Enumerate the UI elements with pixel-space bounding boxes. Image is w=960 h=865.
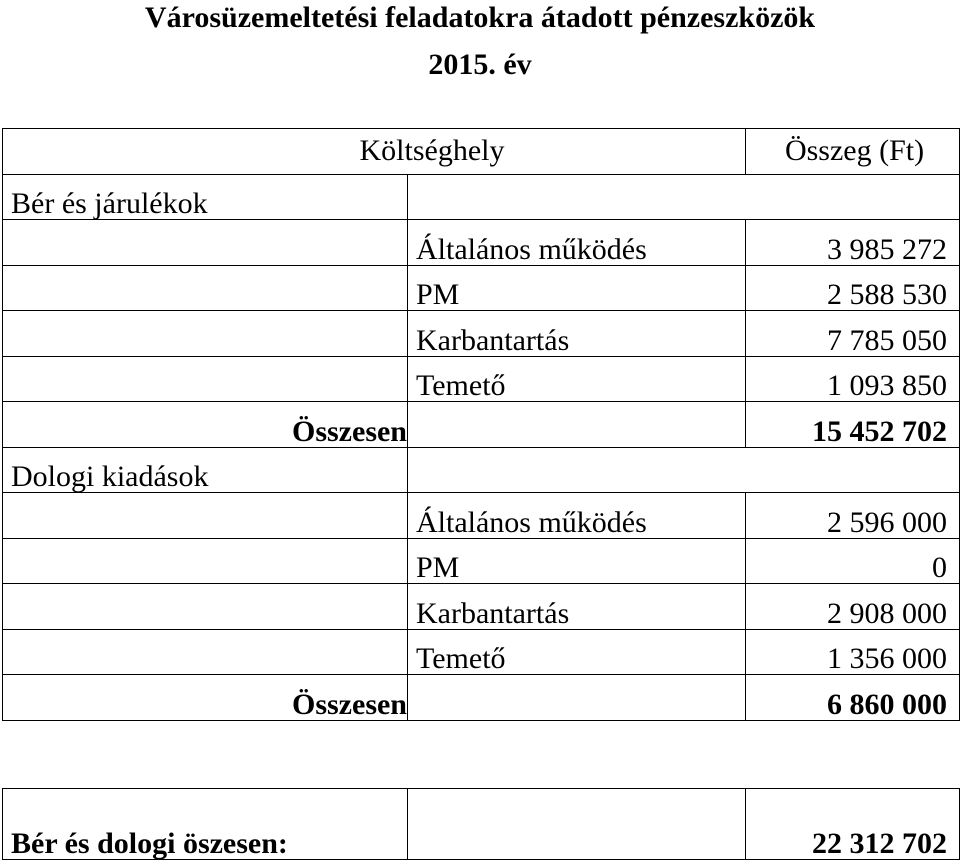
- subtotal-amount: 6 860 000: [746, 675, 960, 721]
- table-row: [3, 220, 960, 266]
- empty-cell: [3, 493, 408, 539]
- table-row: [3, 356, 960, 402]
- cost-center-name: Karbantartás: [408, 311, 746, 357]
- empty-cell: [3, 584, 408, 630]
- empty-cell: [408, 675, 746, 721]
- empty-cell: [408, 789, 746, 860]
- grand-total-amount: 22 312 702: [746, 789, 960, 860]
- table-row: [3, 538, 960, 584]
- cost-center-name: Általános működés: [408, 220, 746, 266]
- cost-center-name: Karbantartás: [408, 584, 746, 630]
- table-row: [3, 629, 960, 675]
- table-header-row: [3, 129, 960, 175]
- subtotal-amount: 15 452 702: [746, 402, 960, 448]
- cost-center-name: Általános működés: [408, 493, 746, 539]
- amount-cell: 2 908 000: [746, 584, 960, 630]
- empty-cell: [408, 447, 960, 493]
- cost-center-name: PM: [408, 538, 746, 584]
- amount-cell: 7 785 050: [746, 311, 960, 357]
- cost-center-name: PM: [408, 265, 746, 311]
- header-cost-center: Költséghely: [3, 129, 746, 175]
- table-row: [3, 493, 960, 539]
- subtotal-row: [3, 402, 960, 448]
- amount-cell: 2 596 000: [746, 493, 960, 539]
- category-label: Bér és járulékok: [3, 174, 408, 220]
- table-row: [3, 584, 960, 630]
- amount-cell: 0: [746, 538, 960, 584]
- grand-total-label: Bér és dologi öszesen:: [3, 789, 408, 860]
- table-row: [3, 311, 960, 357]
- amount-cell: 1 093 850: [746, 356, 960, 402]
- empty-cell: [3, 356, 408, 402]
- amount-cell: 2 588 530: [746, 265, 960, 311]
- empty-cell: [3, 265, 408, 311]
- empty-cell: [3, 220, 408, 266]
- empty-cell: [3, 311, 408, 357]
- empty-cell: [3, 538, 408, 584]
- amount-cell: 3 985 272: [746, 220, 960, 266]
- subtotal-label: Összesen: [3, 402, 408, 448]
- table-row: [3, 265, 960, 311]
- cost-center-name: Temető: [408, 356, 746, 402]
- category-row: [3, 447, 960, 493]
- empty-cell: [3, 629, 408, 675]
- document-year: 2015. év: [428, 48, 532, 81]
- category-row: [3, 174, 960, 220]
- subtotal-row: [3, 675, 960, 721]
- grand-total-row: [3, 789, 960, 860]
- grand-total-table: [2, 788, 960, 860]
- header-amount: Összeg (Ft): [746, 129, 960, 175]
- category-label: Dologi kiadások: [3, 447, 408, 493]
- cost-center-name: Temető: [408, 629, 746, 675]
- expense-table: [2, 128, 960, 721]
- subtotal-label: Összesen: [3, 675, 408, 721]
- amount-cell: 1 356 000: [746, 629, 960, 675]
- empty-cell: [408, 174, 960, 220]
- empty-cell: [408, 402, 746, 448]
- document-title: Városüzemeltetési feladatokra átadott pénzeszközök: [144, 1, 816, 34]
